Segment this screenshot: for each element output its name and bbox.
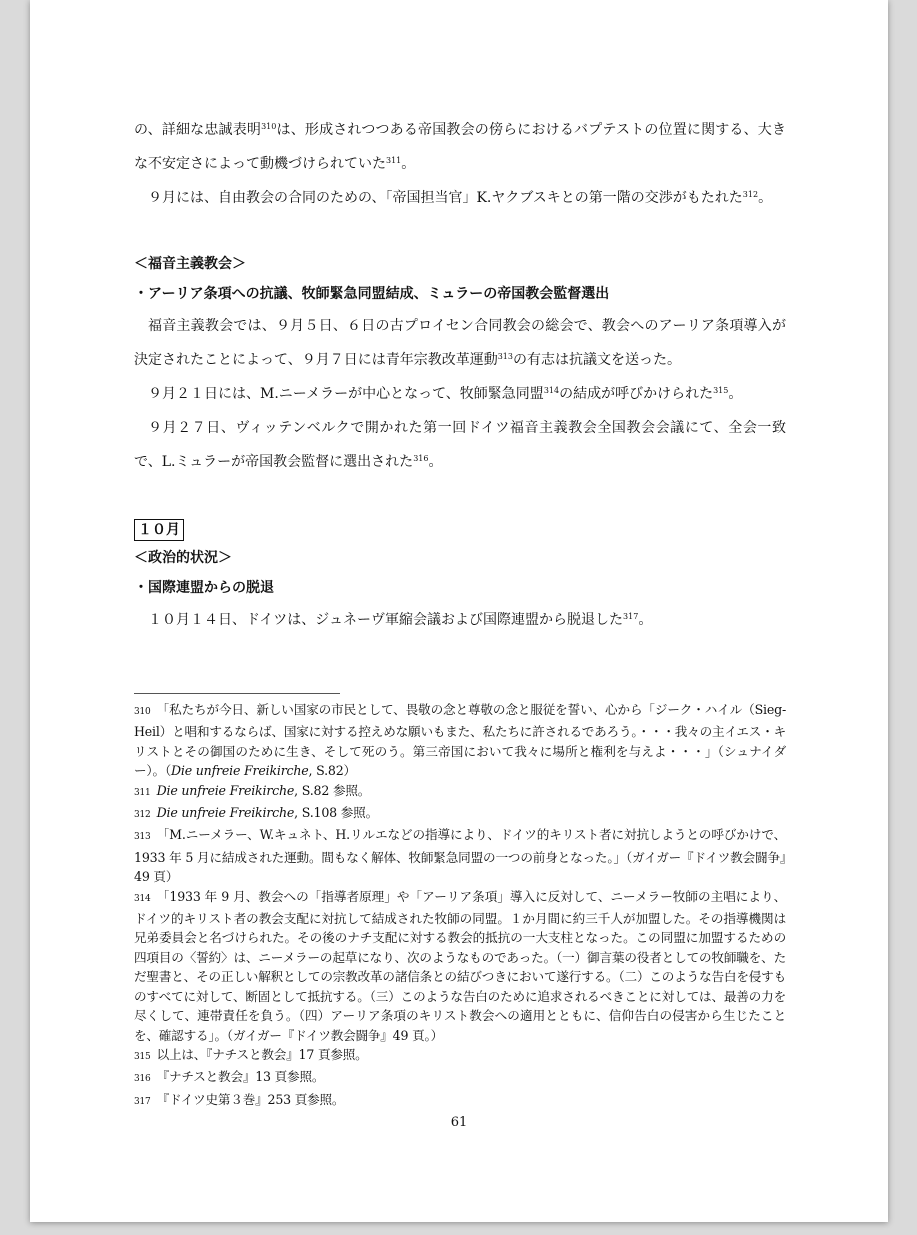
main-text (134, 113, 786, 637)
footnote-ref[interactable]: 312 (742, 190, 759, 199)
footnotes (134, 700, 786, 1112)
footnote-ref[interactable]: 310 (261, 122, 277, 131)
footnote: 311 Die unfreie Freikirche, S.82 参照。 (134, 782, 371, 798)
month-box: １０月 (134, 519, 184, 541)
footnote: 317 『ドイツ史第３巻』253 頁参照。 (134, 1091, 345, 1107)
paragraph: １０月１４日、ドイツは、ジュネーヴ軍縮会議および国際連盟から脱退した$^{317}$。 (148, 612, 653, 628)
page-number: 61 (450, 1115, 468, 1130)
footnote-ref[interactable]: 317 (623, 612, 639, 621)
footnote-ref[interactable]: 313 (497, 352, 513, 361)
paragraph: 福音主義教会では、９月５日、６日の古プロイセン合同教会の総会で、教会へのアーリア条項導入が決定されたことによって、９月７日には青年宗教改革運動$^{313}$の有志は抗議文を送った。 (134, 318, 786, 368)
footnote: 312 Die unfreie Freikirche, S.108 参照。 (134, 805, 378, 821)
footnote-divider (134, 693, 340, 694)
paragraph: ９月には、自由教会の合同のための、「帝国担当官」K.ヤクブスキとの第一階の交渉がもたれた$^{312}$。 (148, 190, 773, 206)
paragraph: ９月２１日には、M.ニーメラーが中心となって、牧師緊急同盟$^{314}$の結成が呼びかけられた$^{315}$。 (148, 386, 743, 402)
subsection-heading: ・国際連盟からの脱退 (134, 580, 274, 596)
footnote: 314 「1933 年 9 月、教会への「指導者原理」や「アーリア条項」導入に反対して、ニーメラー牧師の主唱により、ドイツ的キリスト者の教会支配に対抗して結成された牧師の同盟。１か月間に約三千人が加盟した。その指導機関は兄弟委員会と名づけられた。その後のナチ支配に対する教会的抵抗の一大支柱となった。この同盟に加盟するための四項目の〈誓約〉は、ニーメラーの起草になり、次のようなものであった。（一）御言葉の役者としての牧師職を、ただ聖書と、その正しい解釈としての宗教改革の諸信条との結びつきにおいて遂行する。（二）このような告白を侵すものすべてに対して、断固として抵抗する。（三）このような告白のために追求されるべきことに対しては、最善の力を尽くして、連帯責任を負う。（四）アーリア条項のキリスト教会への適用とともに、信仰告白の侵害から生じたことを、確認する」。（ガイガー『ドイツ教会闘争』49 頁。） (134, 888, 786, 1043)
footnote: 310 「私たちが今日、新しい国家の市民として、畏敬の念と尊敬の念と服従を誓い、心から「ジーク・ハイル（Sieg-Heil）と唱和するならば、国家に対する控えめな願いもまた、私たちに許されるであろう。・・・我々の主イエス・キリストとその御国のために生き、そして死のう。第三帝国において我々に場所と権利を与えよ・・・」（シュナイダー）。（Die unfreie Freikirche, S.82） (134, 702, 786, 779)
section-heading: ＜政治的状況＞ (134, 550, 232, 566)
footnote: 313 「M.ニーメラー、W.キュネト、H.リルエなどの指導により、ドイツ的キリスト者に対抗しようとの呼びかけで、1933 年 5 月に結成された運動。間もなく解体、牧師緊急同盟の一つの前身となった。」（ガイガー『ドイツ教会闘争』49 頁） (134, 827, 786, 885)
footnote-ref[interactable]: 316 (413, 454, 429, 463)
footnote-ref[interactable]: 315 (713, 386, 729, 395)
paragraph: の、詳細な忠誠表明$^{310}$は、形成されつつある帝国教会の傍らにおけるバプテストの位置に関する、大きな不安定さによって動機づけられていた$^{311}$。 (134, 122, 786, 172)
footnote-ref[interactable]: 314 (543, 386, 560, 395)
subsection-heading: ・アーリア条項への抗議、牧師緊急同盟結成、ミュラーの帝国教会監督選出 (134, 286, 610, 302)
paragraph: ９月２７日、ヴィッテンベルクで開かれた第一回ドイツ福音主義教会全国教会会議にて、全会一致で、L.ミュラーが帝国教会監督に選出された$^{316}$。 (134, 420, 786, 470)
footnote: 316 『ナチスと教会』13 頁参照。 (134, 1069, 325, 1085)
document-page (30, 0, 888, 1222)
section-heading: ＜福音主義教会＞ (134, 256, 246, 272)
footnote-ref[interactable]: 311 (386, 156, 402, 165)
footnote: 315 以上は、『ナチスと教会』17 頁参照。 (134, 1046, 368, 1062)
